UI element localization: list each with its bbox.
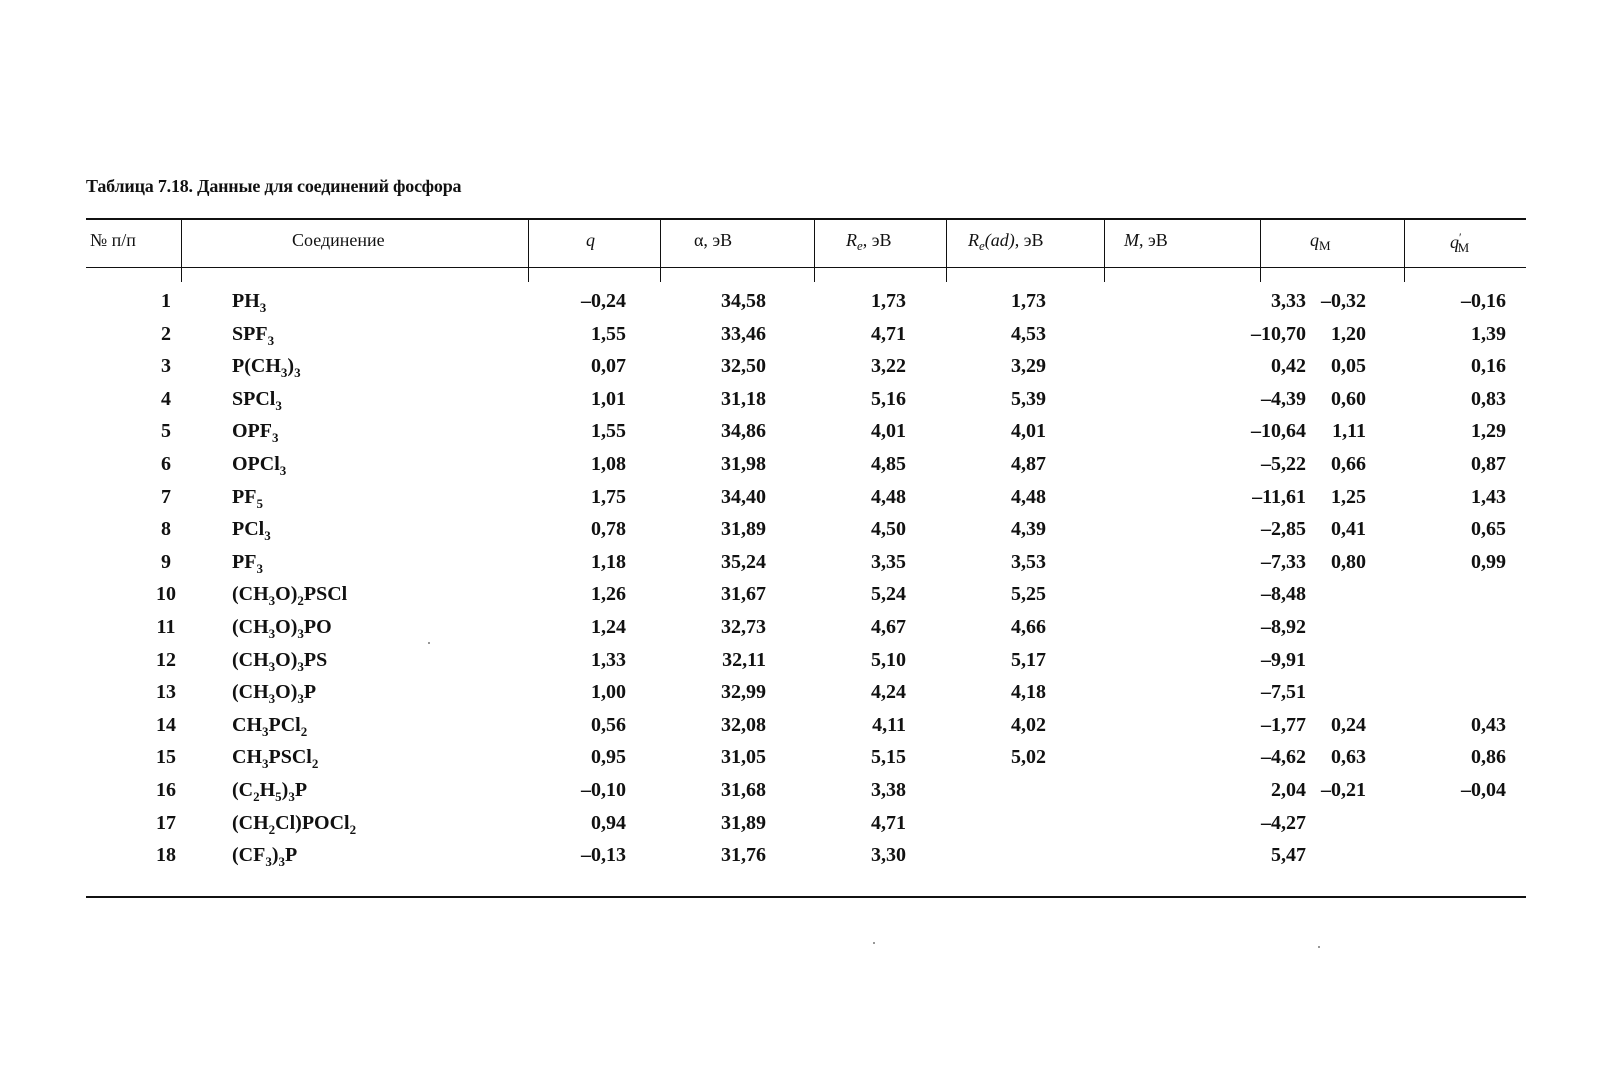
cell-num: 11 (156, 616, 176, 638)
cell-alpha: 31,05 (721, 746, 766, 769)
cell-compound: $(CH_3O)_3P$ (232, 681, 317, 707)
cell-qm: 1,25 (1331, 485, 1366, 508)
cell-compound: $(CH_3O)_2PSCl$ (232, 583, 348, 609)
cell-num: 1 (161, 290, 171, 312)
cell-m: –5,22 (1261, 453, 1306, 475)
cell-re: 4,01 (871, 420, 906, 443)
cell-alpha: 31,18 (721, 387, 766, 410)
cell-compound: $(CH_3O)_3PO$ (232, 616, 332, 641)
cell-re-ad: 5,39 (1011, 387, 1046, 410)
table-row (86, 546, 1526, 578)
cell-re-ad: 4,01 (1011, 420, 1046, 443)
header-num: № п/п (90, 230, 136, 250)
cell-re: 5,15 (871, 746, 906, 769)
cell-alpha: 35,24 (721, 550, 766, 573)
cell-num: 10 (156, 583, 176, 606)
table-top-rule (86, 218, 1526, 220)
column-divider (528, 218, 529, 282)
cell-re: 3,30 (871, 844, 906, 867)
header-re: $R_e$, эВ (846, 230, 892, 253)
cell-alpha: 31,76 (721, 844, 766, 867)
cell-q: 1,00 (591, 681, 626, 704)
table-row (86, 285, 1526, 317)
cell-compound: $(CH_2Cl)POCl_2$ (232, 811, 357, 837)
cell-compound: $(C_2H_5)_3P$ (232, 779, 308, 804)
cell-num: 17 (156, 811, 176, 834)
cell-re: 4,24 (871, 681, 906, 704)
cell-alpha: 33,46 (721, 322, 766, 345)
cell-compound: PCl$_3$ (232, 518, 271, 544)
cell-alpha: 32,50 (721, 355, 766, 378)
cell-compound: $(CH_3O)_3PS$ (232, 648, 328, 674)
cell-q: 0,95 (591, 746, 626, 769)
cell-re: 5,24 (871, 583, 906, 606)
cell-re: 4,71 (871, 811, 906, 834)
table-row (86, 741, 1526, 773)
cell-m: –2,85 (1261, 518, 1306, 541)
cell-alpha: 34,58 (721, 290, 766, 312)
table-caption: Таблица 7.18. Данные для соединений фосфора (86, 176, 462, 196)
cell-re-ad: 4,48 (1011, 485, 1046, 508)
scan-speck (873, 942, 875, 944)
cell-m: –9,91 (1261, 648, 1306, 671)
cell-re: 3,38 (871, 779, 906, 801)
cell-qm-prime: –0,04 (1461, 779, 1506, 801)
table-row (86, 611, 1526, 643)
cell-re-ad: 3,29 (1011, 355, 1046, 378)
cell-qm: 0,60 (1331, 387, 1366, 410)
cell-re: 4,71 (871, 322, 906, 345)
cell-m: –4,27 (1261, 811, 1306, 834)
cell-alpha: 31,98 (721, 453, 766, 475)
cell-qm-prime: 0,43 (1471, 713, 1506, 736)
cell-num: 18 (156, 844, 176, 867)
table-row (86, 807, 1526, 839)
cell-compound: $(CF_3)_3P$ (232, 844, 298, 870)
table-row (86, 774, 1526, 806)
cell-alpha: 31,68 (721, 779, 766, 801)
header-compound: Соединение (292, 230, 385, 250)
cell-q: 1,75 (591, 485, 626, 508)
cell-re: 4,50 (871, 518, 906, 541)
cell-m: –1,77 (1261, 713, 1306, 736)
header-qm-prime: $q'_M$ (1450, 230, 1470, 255)
cell-compound: $P(CH_3)_3$ (232, 355, 301, 381)
cell-m: –10,64 (1251, 420, 1306, 443)
cell-qm: –0,21 (1321, 779, 1366, 801)
cell-m: –8,92 (1261, 616, 1306, 638)
cell-qm: 0,41 (1331, 518, 1366, 541)
cell-qm-prime: 0,65 (1471, 518, 1506, 541)
header-alpha: α, эВ (694, 230, 733, 250)
cell-compound: $PF_3$ (232, 550, 263, 576)
cell-qm: –0,32 (1321, 290, 1366, 312)
cell-num: 14 (156, 713, 176, 736)
scan-speck (428, 642, 430, 644)
cell-re: 3,35 (871, 550, 906, 573)
cell-m: 0,42 (1271, 355, 1306, 378)
column-divider (1260, 218, 1261, 282)
cell-m: –8,48 (1261, 583, 1306, 606)
cell-num: 2 (161, 322, 171, 345)
cell-alpha: 31,89 (721, 518, 766, 541)
table-row (86, 383, 1526, 415)
cell-num: 15 (156, 746, 176, 769)
cell-m: 3,33 (1271, 290, 1306, 312)
cell-q: 0,56 (591, 713, 626, 736)
cell-re-ad: 4,18 (1011, 681, 1046, 704)
cell-qm: 1,20 (1331, 322, 1366, 345)
cell-qm-prime: 0,86 (1471, 746, 1506, 769)
table-row (86, 644, 1526, 676)
cell-num: 12 (156, 648, 176, 671)
cell-re: 4,11 (872, 713, 906, 736)
cell-q: 1,08 (591, 453, 626, 475)
cell-re-ad: 4,02 (1011, 713, 1046, 736)
cell-num: 6 (161, 453, 171, 475)
cell-m: 5,47 (1271, 844, 1306, 867)
cell-num: 5 (161, 420, 171, 443)
cell-qm-prime: 1,39 (1471, 322, 1506, 345)
cell-re-ad: 4,39 (1011, 518, 1046, 541)
cell-q: 1,01 (591, 387, 626, 410)
cell-qm: 0,05 (1331, 355, 1366, 378)
header-qm: $q_M$ (1310, 230, 1331, 253)
cell-compound: $PH_3$ (232, 290, 267, 315)
cell-q: 1,33 (591, 648, 626, 671)
column-divider (814, 218, 815, 282)
cell-m: –10,70 (1251, 322, 1306, 345)
cell-alpha: 32,11 (722, 648, 766, 671)
table-bottom-rule (86, 896, 1526, 898)
table-row (86, 709, 1526, 741)
cell-num: 8 (161, 518, 171, 541)
cell-re: 1,73 (871, 290, 906, 312)
cell-re-ad: 4,66 (1011, 616, 1046, 638)
cell-q: –0,13 (581, 844, 626, 867)
cell-m: –4,62 (1261, 746, 1306, 769)
cell-re: 4,85 (871, 453, 906, 475)
table-row (86, 481, 1526, 513)
cell-q: 0,07 (591, 355, 626, 378)
cell-num: 16 (156, 779, 176, 801)
cell-num: 7 (161, 485, 171, 508)
cell-m: –4,39 (1261, 387, 1306, 410)
table-row (86, 448, 1526, 480)
column-divider (946, 218, 947, 282)
cell-q: 1,26 (591, 583, 626, 606)
cell-m: –7,51 (1261, 681, 1306, 704)
cell-alpha: 34,40 (721, 485, 766, 508)
cell-re-ad: 5,02 (1011, 746, 1046, 769)
table-row (86, 578, 1526, 610)
cell-re-ad: 5,25 (1011, 583, 1046, 606)
column-divider (1104, 218, 1105, 282)
cell-qm-prime: 0,16 (1471, 355, 1506, 378)
cell-q: 0,78 (591, 518, 626, 541)
table-row (86, 676, 1526, 708)
cell-qm: 0,80 (1331, 550, 1366, 573)
cell-m: 2,04 (1271, 779, 1306, 801)
cell-num: 9 (161, 550, 171, 573)
cell-re-ad: 5,17 (1011, 648, 1046, 671)
cell-q: 1,55 (591, 420, 626, 443)
cell-re-ad: 3,53 (1011, 550, 1046, 573)
cell-qm: 0,66 (1331, 453, 1366, 475)
cell-qm: 1,11 (1332, 420, 1366, 443)
column-divider (660, 218, 661, 282)
cell-num: 4 (161, 387, 171, 410)
cell-re-ad: 1,73 (1011, 290, 1046, 312)
table-row (86, 513, 1526, 545)
cell-alpha: 34,86 (721, 420, 766, 443)
cell-re: 5,16 (871, 387, 906, 410)
cell-num: 13 (156, 681, 176, 704)
cell-q: –0,24 (581, 290, 626, 312)
table-row (86, 318, 1526, 350)
cell-q: 1,55 (591, 322, 626, 345)
cell-q: 0,94 (591, 811, 626, 834)
cell-qm-prime: –0,16 (1461, 290, 1506, 312)
table-header-rule (86, 267, 1526, 268)
cell-qm: 0,24 (1331, 713, 1366, 736)
cell-alpha: 31,89 (721, 811, 766, 834)
cell-qm-prime: 0,83 (1471, 387, 1506, 410)
cell-re-ad: 4,87 (1011, 453, 1046, 475)
cell-qm-prime: 0,87 (1471, 453, 1506, 475)
cell-num: 3 (161, 355, 171, 378)
cell-compound: $CH_3PCl_2$ (232, 713, 308, 739)
cell-qm: 0,63 (1331, 746, 1366, 769)
cell-compound: OPCl$_3$ (232, 453, 287, 478)
table-row (86, 350, 1526, 382)
cell-qm-prime: 0,99 (1471, 550, 1506, 573)
column-divider (181, 218, 182, 282)
cell-compound: $OPF_3$ (232, 420, 279, 446)
scan-speck (1318, 946, 1320, 948)
cell-m: –7,33 (1261, 550, 1306, 573)
cell-re: 5,10 (871, 648, 906, 671)
cell-re: 4,48 (871, 485, 906, 508)
cell-compound: SPCl$_3$ (232, 387, 282, 413)
cell-qm-prime: 1,43 (1471, 485, 1506, 508)
cell-q: –0,10 (581, 779, 626, 801)
cell-q: 1,18 (591, 550, 626, 573)
cell-re: 3,22 (871, 355, 906, 378)
header-q: q (586, 230, 595, 250)
cell-q: 1,24 (591, 616, 626, 638)
cell-compound: $PF_5$ (232, 485, 263, 511)
cell-alpha: 32,99 (721, 681, 766, 704)
cell-compound: $CH_3PSCl_2$ (232, 746, 319, 772)
cell-alpha: 31,67 (721, 583, 766, 606)
cell-m: –11,61 (1252, 485, 1306, 508)
cell-alpha: 32,73 (721, 616, 766, 638)
column-divider (1404, 218, 1405, 282)
table-row (86, 415, 1526, 447)
cell-compound: $SPF_3$ (232, 322, 275, 348)
cell-re-ad: 4,53 (1011, 322, 1046, 345)
header-m: M, эВ (1124, 230, 1168, 250)
header-re-ad: $R_e(ad)$, эВ (968, 230, 1044, 253)
table-row (86, 839, 1526, 871)
cell-alpha: 32,08 (721, 713, 766, 736)
cell-re: 4,67 (871, 616, 906, 638)
cell-qm-prime: 1,29 (1471, 420, 1506, 443)
